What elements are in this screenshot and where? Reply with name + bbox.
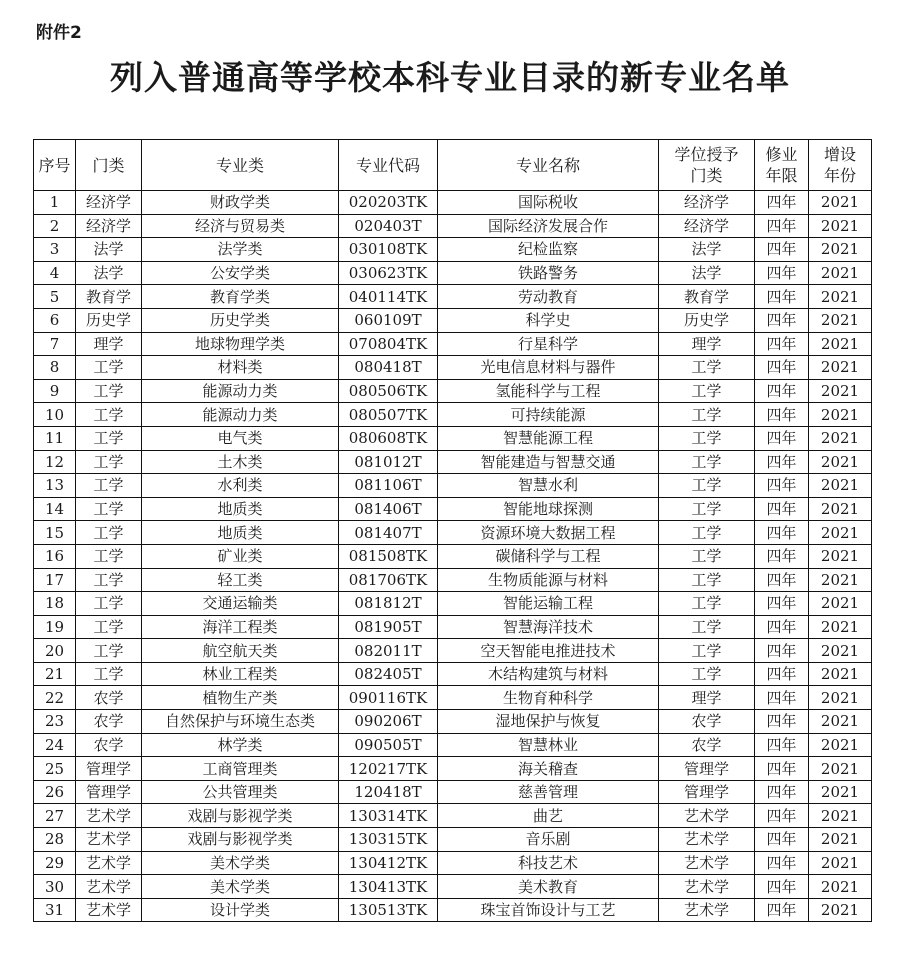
cell-class: 航空航天类 <box>142 639 339 663</box>
cell-class: 教育学类 <box>142 285 339 309</box>
cell-years: 四年 <box>755 592 809 616</box>
cell-years: 四年 <box>755 474 809 498</box>
cell-no: 8 <box>34 356 76 380</box>
cell-category: 农学 <box>76 686 142 710</box>
header-name: 专业名称 <box>438 140 659 191</box>
cell-degree: 工学 <box>659 568 755 592</box>
table-row <box>34 285 872 309</box>
cell-name: 曲艺 <box>438 804 659 828</box>
cell-name: 氢能科学与工程 <box>438 379 659 403</box>
cell-no: 26 <box>34 780 76 804</box>
cell-name: 资源环境大数据工程 <box>438 521 659 545</box>
cell-years: 四年 <box>755 356 809 380</box>
cell-class: 公安学类 <box>142 261 339 285</box>
cell-class: 海洋工程类 <box>142 615 339 639</box>
cell-no: 12 <box>34 450 76 474</box>
cell-degree: 工学 <box>659 639 755 663</box>
cell-year: 2021 <box>809 261 872 285</box>
cell-no: 16 <box>34 544 76 568</box>
cell-class: 戏剧与影视学类 <box>142 804 339 828</box>
cell-year: 2021 <box>809 474 872 498</box>
cell-code: 120418T <box>339 780 438 804</box>
cell-name: 智慧海洋技术 <box>438 615 659 639</box>
cell-year: 2021 <box>809 191 872 215</box>
cell-no: 14 <box>34 497 76 521</box>
table-row <box>34 521 872 545</box>
cell-name: 智慧林业 <box>438 733 659 757</box>
cell-category: 工学 <box>76 356 142 380</box>
cell-degree: 教育学 <box>659 285 755 309</box>
cell-no: 21 <box>34 662 76 686</box>
cell-name: 碳储科学与工程 <box>438 544 659 568</box>
cell-class: 矿业类 <box>142 544 339 568</box>
cell-name: 纪检监察 <box>438 238 659 262</box>
cell-year: 2021 <box>809 898 872 922</box>
cell-years: 四年 <box>755 450 809 474</box>
cell-name: 生物质能源与材料 <box>438 568 659 592</box>
cell-code: 080506TK <box>339 379 438 403</box>
cell-no: 10 <box>34 403 76 427</box>
cell-category: 工学 <box>76 568 142 592</box>
table-row <box>34 592 872 616</box>
cell-degree: 法学 <box>659 261 755 285</box>
cell-name: 海关稽查 <box>438 757 659 781</box>
table-row <box>34 615 872 639</box>
cell-class: 设计学类 <box>142 898 339 922</box>
table-row <box>34 544 872 568</box>
cell-degree: 工学 <box>659 662 755 686</box>
cell-year: 2021 <box>809 757 872 781</box>
cell-no: 3 <box>34 238 76 262</box>
cell-class: 交通运输类 <box>142 592 339 616</box>
header-degree-line1: 学位授予 <box>674 145 739 164</box>
table-row <box>34 898 872 922</box>
header-degree-line2: 门类 <box>690 166 723 185</box>
cell-class: 自然保护与环境生态类 <box>142 710 339 734</box>
cell-no: 13 <box>34 474 76 498</box>
cell-class: 历史学类 <box>142 308 339 332</box>
cell-name: 珠宝首饰设计与工艺 <box>438 898 659 922</box>
cell-year: 2021 <box>809 592 872 616</box>
cell-code: 040114TK <box>339 285 438 309</box>
cell-code: 081012T <box>339 450 438 474</box>
cell-code: 060109T <box>339 308 438 332</box>
table-row <box>34 780 872 804</box>
cell-degree: 工学 <box>659 615 755 639</box>
cell-years: 四年 <box>755 828 809 852</box>
cell-year: 2021 <box>809 851 872 875</box>
cell-degree: 工学 <box>659 426 755 450</box>
cell-year: 2021 <box>809 544 872 568</box>
cell-name: 美术教育 <box>438 875 659 899</box>
cell-no: 28 <box>34 828 76 852</box>
cell-class: 公共管理类 <box>142 780 339 804</box>
cell-years: 四年 <box>755 710 809 734</box>
cell-code: 130315TK <box>339 828 438 852</box>
cell-category: 工学 <box>76 426 142 450</box>
table-row <box>34 379 872 403</box>
cell-year: 2021 <box>809 521 872 545</box>
cell-no: 25 <box>34 757 76 781</box>
cell-no: 27 <box>34 804 76 828</box>
cell-class: 材料类 <box>142 356 339 380</box>
header-degree <box>659 140 755 191</box>
cell-class: 能源动力类 <box>142 379 339 403</box>
cell-degree: 经济学 <box>659 214 755 238</box>
cell-code: 120217TK <box>339 757 438 781</box>
cell-no: 30 <box>34 875 76 899</box>
cell-years: 四年 <box>755 544 809 568</box>
cell-class: 地质类 <box>142 521 339 545</box>
cell-no: 20 <box>34 639 76 663</box>
cell-category: 历史学 <box>76 308 142 332</box>
header-years-line2: 年限 <box>765 166 798 185</box>
cell-code: 070804TK <box>339 332 438 356</box>
cell-name: 行星科学 <box>438 332 659 356</box>
cell-years: 四年 <box>755 332 809 356</box>
cell-years: 四年 <box>755 733 809 757</box>
cell-name: 可持续能源 <box>438 403 659 427</box>
cell-year: 2021 <box>809 875 872 899</box>
cell-name: 空天智能电推进技术 <box>438 639 659 663</box>
table-row <box>34 403 872 427</box>
header-no: 序号 <box>34 140 76 191</box>
cell-class: 土木类 <box>142 450 339 474</box>
cell-years: 四年 <box>755 568 809 592</box>
cell-name: 音乐剧 <box>438 828 659 852</box>
cell-class: 水利类 <box>142 474 339 498</box>
cell-no: 17 <box>34 568 76 592</box>
cell-code: 081905T <box>339 615 438 639</box>
cell-years: 四年 <box>755 191 809 215</box>
cell-name: 木结构建筑与材料 <box>438 662 659 686</box>
cell-code: 130513TK <box>339 898 438 922</box>
cell-years: 四年 <box>755 403 809 427</box>
cell-year: 2021 <box>809 403 872 427</box>
cell-year: 2021 <box>809 214 872 238</box>
cell-category: 工学 <box>76 497 142 521</box>
table-row <box>34 308 872 332</box>
cell-no: 29 <box>34 851 76 875</box>
table-row <box>34 214 872 238</box>
cell-year: 2021 <box>809 285 872 309</box>
cell-degree: 理学 <box>659 332 755 356</box>
table-row <box>34 875 872 899</box>
cell-class: 轻工类 <box>142 568 339 592</box>
cell-category: 艺术学 <box>76 851 142 875</box>
cell-years: 四年 <box>755 686 809 710</box>
cell-category: 工学 <box>76 379 142 403</box>
cell-category: 工学 <box>76 615 142 639</box>
cell-category: 工学 <box>76 403 142 427</box>
cell-years: 四年 <box>755 379 809 403</box>
cell-class: 电气类 <box>142 426 339 450</box>
cell-no: 18 <box>34 592 76 616</box>
cell-category: 法学 <box>76 261 142 285</box>
cell-code: 090116TK <box>339 686 438 710</box>
cell-year: 2021 <box>809 639 872 663</box>
cell-no: 23 <box>34 710 76 734</box>
cell-year: 2021 <box>809 308 872 332</box>
cell-class: 法学类 <box>142 238 339 262</box>
header-year <box>809 140 872 191</box>
header-years <box>755 140 809 191</box>
cell-name: 国际税收 <box>438 191 659 215</box>
cell-year: 2021 <box>809 450 872 474</box>
cell-degree: 工学 <box>659 544 755 568</box>
cell-no: 24 <box>34 733 76 757</box>
cell-code: 090505T <box>339 733 438 757</box>
table-row <box>34 828 872 852</box>
cell-code: 130412TK <box>339 851 438 875</box>
cell-degree: 农学 <box>659 710 755 734</box>
cell-class: 林业工程类 <box>142 662 339 686</box>
cell-degree: 理学 <box>659 686 755 710</box>
header-class: 专业类 <box>142 140 339 191</box>
table-row <box>34 733 872 757</box>
cell-year: 2021 <box>809 733 872 757</box>
cell-year: 2021 <box>809 497 872 521</box>
cell-degree: 法学 <box>659 238 755 262</box>
cell-degree: 工学 <box>659 356 755 380</box>
cell-category: 工学 <box>76 450 142 474</box>
cell-category: 艺术学 <box>76 898 142 922</box>
cell-category: 工学 <box>76 474 142 498</box>
cell-name: 科技艺术 <box>438 851 659 875</box>
cell-degree: 工学 <box>659 450 755 474</box>
document-title: 列入普通高等学校本科专业目录的新专业名单 <box>110 58 790 97</box>
cell-code: 082405T <box>339 662 438 686</box>
cell-year: 2021 <box>809 804 872 828</box>
cell-name: 慈善管理 <box>438 780 659 804</box>
cell-category: 艺术学 <box>76 828 142 852</box>
table-row <box>34 261 872 285</box>
cell-code: 090206T <box>339 710 438 734</box>
cell-years: 四年 <box>755 497 809 521</box>
cell-degree: 管理学 <box>659 780 755 804</box>
cell-class: 地质类 <box>142 497 339 521</box>
cell-name: 智慧能源工程 <box>438 426 659 450</box>
cell-class: 植物生产类 <box>142 686 339 710</box>
cell-category: 工学 <box>76 544 142 568</box>
cell-category: 教育学 <box>76 285 142 309</box>
cell-years: 四年 <box>755 780 809 804</box>
cell-years: 四年 <box>755 261 809 285</box>
cell-no: 7 <box>34 332 76 356</box>
cell-category: 工学 <box>76 592 142 616</box>
cell-years: 四年 <box>755 308 809 332</box>
table-row <box>34 426 872 450</box>
cell-degree: 工学 <box>659 379 755 403</box>
cell-category: 艺术学 <box>76 875 142 899</box>
cell-year: 2021 <box>809 662 872 686</box>
cell-class: 能源动力类 <box>142 403 339 427</box>
table-row <box>34 568 872 592</box>
cell-years: 四年 <box>755 214 809 238</box>
cell-years: 四年 <box>755 615 809 639</box>
cell-years: 四年 <box>755 875 809 899</box>
cell-degree: 工学 <box>659 592 755 616</box>
cell-degree: 工学 <box>659 497 755 521</box>
cell-no: 4 <box>34 261 76 285</box>
cell-no: 6 <box>34 308 76 332</box>
cell-degree: 农学 <box>659 733 755 757</box>
cell-degree: 艺术学 <box>659 875 755 899</box>
cell-years: 四年 <box>755 757 809 781</box>
cell-code: 082011T <box>339 639 438 663</box>
cell-years: 四年 <box>755 898 809 922</box>
cell-name: 光电信息材料与器件 <box>438 356 659 380</box>
cell-year: 2021 <box>809 615 872 639</box>
header-code: 专业代码 <box>339 140 438 191</box>
table-row <box>34 191 872 215</box>
cell-code: 080418T <box>339 356 438 380</box>
table-row <box>34 851 872 875</box>
cell-degree: 工学 <box>659 521 755 545</box>
cell-category: 经济学 <box>76 214 142 238</box>
cell-code: 030623TK <box>339 261 438 285</box>
cell-years: 四年 <box>755 804 809 828</box>
cell-years: 四年 <box>755 238 809 262</box>
table-row <box>34 804 872 828</box>
cell-class: 财政学类 <box>142 191 339 215</box>
cell-category: 农学 <box>76 710 142 734</box>
cell-category: 经济学 <box>76 191 142 215</box>
cell-category: 管理学 <box>76 780 142 804</box>
cell-years: 四年 <box>755 639 809 663</box>
cell-degree: 艺术学 <box>659 898 755 922</box>
cell-year: 2021 <box>809 426 872 450</box>
cell-category: 农学 <box>76 733 142 757</box>
cell-years: 四年 <box>755 851 809 875</box>
header-year-line2: 年份 <box>823 166 856 185</box>
table-row <box>34 497 872 521</box>
cell-degree: 工学 <box>659 474 755 498</box>
header-years-line1: 修业 <box>765 145 798 164</box>
cell-degree: 艺术学 <box>659 804 755 828</box>
header-category: 门类 <box>76 140 142 191</box>
cell-name: 劳动教育 <box>438 285 659 309</box>
cell-years: 四年 <box>755 285 809 309</box>
cell-no: 5 <box>34 285 76 309</box>
cell-category: 艺术学 <box>76 804 142 828</box>
table-row <box>34 332 872 356</box>
cell-class: 美术学类 <box>142 851 339 875</box>
cell-years: 四年 <box>755 662 809 686</box>
cell-category: 工学 <box>76 521 142 545</box>
cell-no: 22 <box>34 686 76 710</box>
cell-code: 130314TK <box>339 804 438 828</box>
table-row <box>34 686 872 710</box>
cell-code: 081706TK <box>339 568 438 592</box>
table-row <box>34 757 872 781</box>
cell-name: 智慧水利 <box>438 474 659 498</box>
cell-category: 法学 <box>76 238 142 262</box>
cell-degree: 艺术学 <box>659 851 755 875</box>
cell-code: 081106T <box>339 474 438 498</box>
cell-code: 081508TK <box>339 544 438 568</box>
cell-category: 管理学 <box>76 757 142 781</box>
cell-no: 9 <box>34 379 76 403</box>
cell-code: 081812T <box>339 592 438 616</box>
header-year-line1: 增设 <box>823 145 856 164</box>
cell-class: 戏剧与影视学类 <box>142 828 339 852</box>
cell-degree: 艺术学 <box>659 828 755 852</box>
cell-code: 080507TK <box>339 403 438 427</box>
cell-class: 经济与贸易类 <box>142 214 339 238</box>
cell-category: 工学 <box>76 662 142 686</box>
cell-year: 2021 <box>809 828 872 852</box>
cell-name: 湿地保护与恢复 <box>438 710 659 734</box>
table-row <box>34 662 872 686</box>
cell-year: 2021 <box>809 568 872 592</box>
cell-class: 工商管理类 <box>142 757 339 781</box>
cell-category: 理学 <box>76 332 142 356</box>
cell-years: 四年 <box>755 426 809 450</box>
table-header-row <box>34 140 872 191</box>
cell-degree: 工学 <box>659 403 755 427</box>
cell-no: 19 <box>34 615 76 639</box>
table-body <box>34 191 872 922</box>
cell-degree: 历史学 <box>659 308 755 332</box>
cell-no: 1 <box>34 191 76 215</box>
cell-year: 2021 <box>809 332 872 356</box>
cell-degree: 管理学 <box>659 757 755 781</box>
cell-year: 2021 <box>809 710 872 734</box>
cell-code: 130413TK <box>339 875 438 899</box>
cell-year: 2021 <box>809 379 872 403</box>
cell-code: 081406T <box>339 497 438 521</box>
cell-code: 020403T <box>339 214 438 238</box>
cell-category: 工学 <box>76 639 142 663</box>
table-row <box>34 710 872 734</box>
cell-year: 2021 <box>809 356 872 380</box>
cell-code: 030108TK <box>339 238 438 262</box>
cell-name: 智能建造与智慧交通 <box>438 450 659 474</box>
cell-name: 国际经济发展合作 <box>438 214 659 238</box>
cell-name: 智能运输工程 <box>438 592 659 616</box>
table-row <box>34 639 872 663</box>
cell-years: 四年 <box>755 521 809 545</box>
cell-year: 2021 <box>809 780 872 804</box>
cell-name: 生物育种科学 <box>438 686 659 710</box>
cell-year: 2021 <box>809 686 872 710</box>
table-row <box>34 450 872 474</box>
table-row <box>34 238 872 262</box>
cell-no: 31 <box>34 898 76 922</box>
cell-year: 2021 <box>809 238 872 262</box>
cell-no: 11 <box>34 426 76 450</box>
cell-no: 2 <box>34 214 76 238</box>
cell-class: 林学类 <box>142 733 339 757</box>
cell-class: 地球物理学类 <box>142 332 339 356</box>
table-row <box>34 474 872 498</box>
cell-code: 080608TK <box>339 426 438 450</box>
cell-name: 科学史 <box>438 308 659 332</box>
new-majors-table <box>33 139 872 922</box>
cell-code: 081407T <box>339 521 438 545</box>
cell-name: 智能地球探测 <box>438 497 659 521</box>
cell-name: 铁路警务 <box>438 261 659 285</box>
cell-class: 美术学类 <box>142 875 339 899</box>
cell-degree: 经济学 <box>659 191 755 215</box>
attachment-label: 附件2 <box>36 23 82 43</box>
table-row <box>34 356 872 380</box>
cell-no: 15 <box>34 521 76 545</box>
cell-code: 020203TK <box>339 191 438 215</box>
